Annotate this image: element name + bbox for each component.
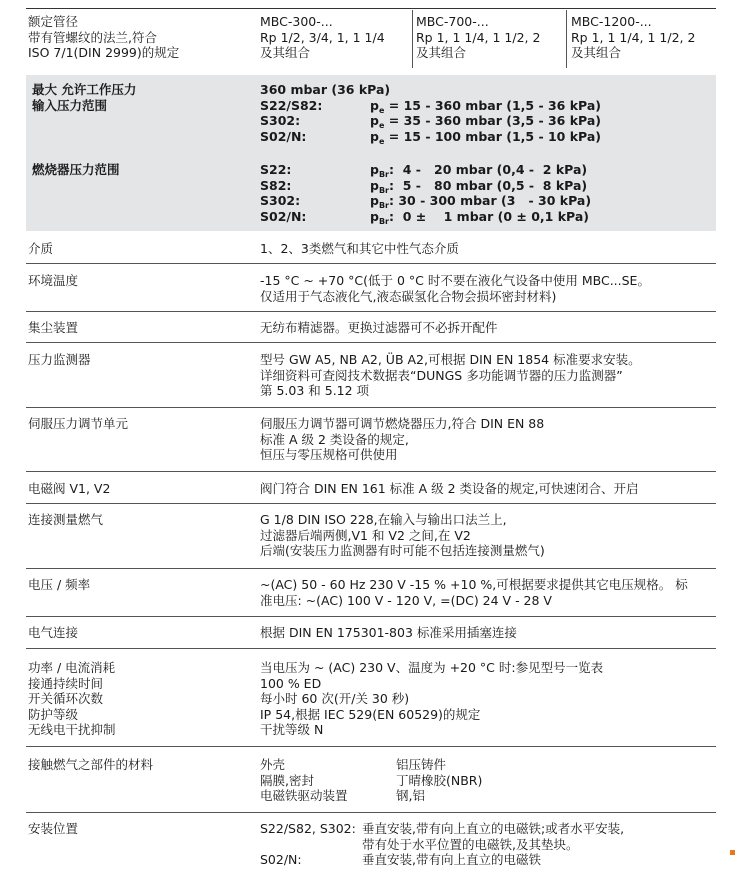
pressure-subscript: Br [378, 216, 389, 226]
top-rule [26, 8, 716, 9]
duty-label: 接通持续时间 [28, 675, 104, 691]
pressure-subscript: Br [378, 170, 389, 179]
model-label: S22/S82, S302: [260, 821, 356, 836]
model-combo: 及其组合 [571, 45, 622, 60]
mounting-label: 安装位置 [28, 821, 79, 836]
power-labels [28, 660, 253, 738]
model-label: S82: [260, 177, 292, 193]
pressure-subscript: Br [378, 185, 389, 195]
material-row [260, 757, 714, 773]
row-divider [26, 616, 716, 617]
input-row [260, 113, 714, 129]
filter-label: 集尘装置 [28, 320, 79, 335]
pressure-range: = 35 - 360 mbar (3,5 - 36 kPa) [388, 113, 602, 128]
row-divider [26, 342, 716, 343]
row-divider [26, 503, 716, 504]
row-divider [26, 471, 716, 472]
interference-label: 无线电干扰抑制 [28, 722, 116, 737]
value-line: 伺服压力调节器可调节燃烧器压力,符合 DIN EN 88 [260, 416, 545, 431]
burner-row [260, 178, 714, 194]
model-name: MBC-1200-... [571, 14, 652, 29]
valves-label: 电磁阀 V1, V2 [28, 481, 111, 496]
model-threads: Rp 1, 1 1/4, 1 1/2, 2 [416, 29, 541, 45]
pressure-range: : 0 ± 1 mbar (0 ± 0,1 kPa) [389, 208, 589, 224]
materials-values [260, 757, 714, 804]
model-label: S302: [260, 113, 301, 128]
burner-row [260, 193, 714, 209]
pressure-symbol: p [370, 193, 379, 208]
pressure-subscript: Br [378, 201, 389, 210]
row-divider [26, 311, 716, 312]
row-divider [26, 407, 716, 408]
value-line: 第 5.03 和 5.12 项 [260, 383, 370, 398]
model-threads: Rp 1, 1 1/4, 1 1/2, 2 [571, 29, 696, 45]
burner-pressure-label: 燃烧器压力范围 [32, 162, 120, 177]
mounting-row [260, 837, 714, 853]
power-label: 功率 / 电流消耗 [28, 660, 116, 675]
row-divider [26, 812, 716, 813]
electrical-value: 根据 DIN EN 175301-803 标准采用插塞连接 [260, 625, 517, 640]
pressure-range: : 5 - 80 mbar (0,5 - 8 kPa) [389, 177, 588, 193]
corner-accent [730, 850, 735, 855]
material-row [260, 788, 714, 804]
value-line: 准电压: ~(AC) 100 V - 120 V, =(DC) 24 V - 28 V [260, 592, 552, 608]
row-divider [26, 568, 716, 569]
valves-value: 阀门符合 DIN EN 161 标准 A 级 2 类设备的规定,可快速闭合、开启 [260, 481, 639, 496]
mounting-text: 垂直安装,带有向上直立的电磁铁;或者水平安装, [362, 821, 625, 836]
material-row [260, 773, 714, 789]
pressure-range: : 4 - 20 mbar (0,4 - 2 kPa) [389, 162, 588, 177]
material-name: 丁晴橡胶(NBR) [396, 772, 483, 788]
pressure-symbol: p [370, 113, 379, 128]
row-divider [26, 263, 716, 264]
value-line: 过滤器后端两侧,V1 和 V2 之间,在 V2 [260, 527, 471, 543]
input-row [260, 98, 714, 114]
duty-value: 100 % ED [260, 675, 322, 691]
model-label: S02/N: [260, 128, 307, 144]
value-line: 后端(安装压力监测器有时可能不包括连接测量燃气) [260, 543, 545, 558]
pressure-symbol: p [370, 208, 379, 224]
gauge-label: 连接测量燃气 [28, 512, 104, 527]
label-line: 带有管螺纹的法兰,符合 [28, 29, 157, 45]
value-line: -15 °C ~ +70 °C(低于 0 °C 时不要在液化气设备中使用 MBC...SE。 [260, 273, 650, 288]
pressure-range: = 15 - 360 mbar (1,5 - 36 kPa) [388, 97, 602, 113]
mounting-row [260, 821, 714, 837]
material-name: 铝压铸件 [396, 757, 447, 772]
mounting-values [260, 821, 714, 868]
pressure-labels [32, 82, 257, 113]
label-line: 额定管径 [28, 14, 79, 29]
pressure-symbol: p [370, 177, 379, 193]
model-combo: 及其组合 [416, 45, 467, 60]
mounting-text: 垂直安装,带有向上直立的电磁铁 [362, 852, 541, 867]
mounting-row [260, 852, 714, 868]
pressure-symbol: p [370, 162, 379, 177]
value-line: G 1/8 DIN ISO 228,在输入与输出口法兰上, [260, 512, 507, 527]
protection-label: 防护等级 [28, 706, 79, 722]
value-line: 恒压与零压规格可供使用 [260, 447, 398, 462]
model-name: MBC-700-... [416, 14, 489, 29]
pressure-subscript: e [378, 121, 385, 130]
ambient-value [260, 273, 714, 304]
monitor-value [260, 352, 714, 399]
pressure-range: : 30 - 300 mbar (3 - 30 kPa) [389, 193, 592, 208]
column-divider [412, 10, 413, 68]
pressure-subscript: e [378, 105, 385, 115]
model-column-1200 [571, 14, 695, 61]
materials-label: 接触燃气之部件的材料 [28, 757, 154, 772]
value-line: 型号 GW A5, NB A2, ÜB A2,可根据 DIN EN 1854 标准要求安装。 [260, 352, 641, 367]
input-pressure-label: 输入压力范围 [32, 97, 108, 113]
burner-row [260, 209, 714, 225]
pressure-symbol: p [370, 97, 379, 113]
pressure-range: = 15 - 100 mbar (1,5 - 10 kPa) [388, 128, 602, 144]
model-label: S302: [260, 193, 301, 208]
model-name: MBC-300-... [260, 14, 333, 29]
model-combo: 及其组合 [260, 45, 311, 60]
nominal-diameter-label [28, 14, 253, 61]
input-row [260, 129, 714, 145]
servo-label: 伺服压力调节单元 [28, 416, 129, 431]
pressure-subscript: e [378, 136, 385, 146]
value-line: 详细资料可查阅技术数据表“DUNGS 多功能调节器的压力监测器” [260, 367, 623, 383]
max-pressure-label: 最大 允许工作压力 [32, 82, 137, 97]
interference-value: 干扰等级 N [260, 722, 324, 737]
filter-value: 无纺布精滤器。更换过滤器可不必拆开配件 [260, 320, 498, 335]
max-pressure-value: 360 mbar (36 kPa) [260, 82, 391, 97]
model-label: S02/N: [260, 852, 302, 867]
electrical-label: 电气连接 [28, 625, 79, 640]
ambient-label: 环境温度 [28, 273, 79, 288]
row-divider [26, 746, 716, 747]
cycles-label: 开关循环次数 [28, 691, 104, 706]
material-name: 钢,铝 [396, 788, 425, 803]
pressure-symbol: p [370, 128, 379, 144]
label-line: ISO 7/1(DIN 2999)的规定 [28, 45, 180, 60]
burner-row [260, 162, 714, 178]
row-nominal-diameter [26, 14, 716, 72]
cycles-value: 每小时 60 次(开/关 30 秒) [260, 691, 410, 706]
power-value: 当电压为 ~ (AC) 230 V、温度为 +20 °C 时:参见型号一览表 [260, 660, 604, 675]
pressure-values [260, 82, 714, 144]
model-threads: Rp 1/2, 3/4, 1, 1 1/4 [260, 29, 385, 45]
value-line: 标准 A 级 2 类设备的规定, [260, 431, 409, 447]
value-line: 仅适用于气态液化气,液态碳氢化合物会损坏密封材料) [260, 288, 557, 304]
part-name: 隔膜,密封 [260, 772, 314, 788]
servo-value [260, 416, 714, 463]
medium-label: 介质 [28, 241, 54, 256]
value-line: ~(AC) 50 - 60 Hz 230 V -15 % +10 %,可根据要求提供其它电压规格。 标 [260, 577, 688, 592]
medium-value: 1、2、3类燃气和其它中性气态介质 [260, 241, 459, 256]
gauge-value [260, 512, 714, 559]
power-values [260, 660, 714, 738]
mounting-text: 带有处于水平位置的电磁铁,及其垫块。 [362, 836, 579, 852]
burner-pressure-values [260, 162, 714, 224]
model-label: S22/S82: [260, 97, 323, 113]
monitor-label: 压力监测器 [28, 352, 91, 367]
column-divider [566, 10, 567, 68]
part-name: 电磁铁驱动装置 [260, 788, 348, 803]
protection-value: IP 54,根据 IEC 529(EN 60529)的规定 [260, 706, 481, 722]
model-label: S22: [260, 162, 292, 177]
voltage-value [260, 577, 714, 608]
model-column-700 [416, 14, 540, 61]
model-column-300 [260, 14, 385, 61]
part-name: 外壳 [260, 757, 286, 772]
row-divider [26, 648, 716, 649]
model-label: S02/N: [260, 208, 307, 224]
voltage-label: 电压 / 频率 [28, 577, 91, 592]
